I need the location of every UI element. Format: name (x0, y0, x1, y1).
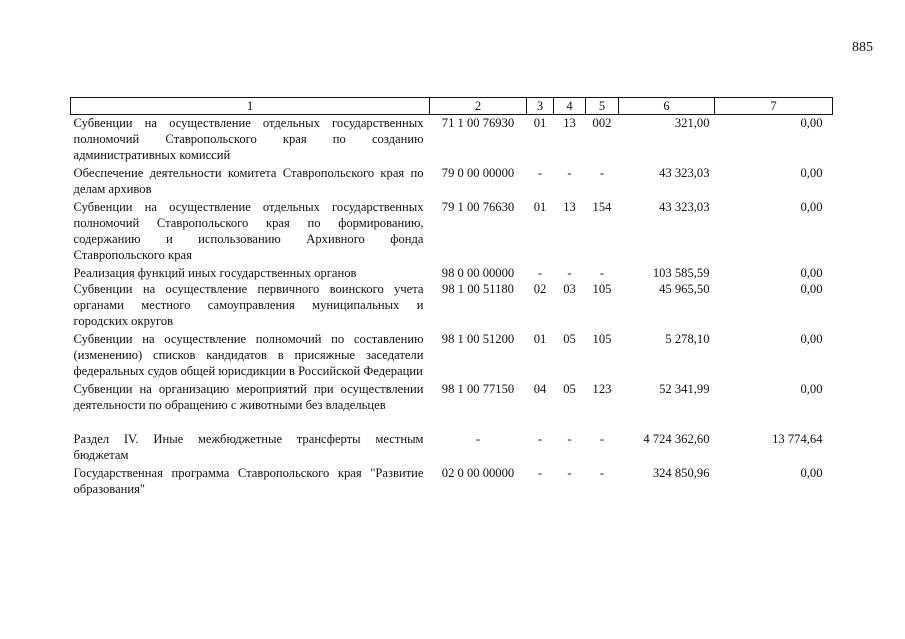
row-amount: 103 585,59 (652, 266, 710, 280)
row-subsection: - (567, 432, 572, 446)
row-amount-secondary: 0,00 (800, 382, 823, 396)
page-number: 885 (852, 40, 873, 55)
row-name: Реализация функций иных государственных органов (73, 266, 357, 280)
row-section: - (537, 466, 543, 480)
row-code: - (475, 432, 481, 446)
row-amount-secondary: 0,00 (800, 266, 823, 280)
row-amount-secondary: 0,00 (800, 116, 823, 130)
budget-table (70, 97, 833, 497)
row-administrator: 105 (592, 332, 612, 346)
spacer-cell (71, 413, 833, 431)
row-code: 98 1 00 51180 (442, 282, 514, 296)
header-cell: 1 (71, 98, 430, 115)
row-administrator: 154 (592, 200, 612, 214)
row-code: 02 0 00 00000 (441, 466, 515, 480)
row-section: 01 (533, 200, 547, 214)
row-code: 71 1 00 76930 (441, 116, 515, 130)
row-amount: 45 965,50 (659, 282, 710, 296)
row-amount-secondary: 0,00 (800, 200, 823, 214)
row-section: - (537, 432, 543, 446)
table-row (71, 331, 833, 381)
row-section: 01 (533, 332, 547, 346)
row-section: - (537, 166, 543, 180)
row-amount: 52 341,99 (659, 382, 710, 396)
header-row (71, 98, 833, 115)
row-subsection: - (567, 466, 572, 480)
row-administrator: - (599, 166, 605, 180)
row-amount-secondary: 0,00 (800, 466, 823, 480)
row-name: Субвенции на организацию мероприятий при осуществлении деятельности по обращению с животными без владельцев (73, 382, 424, 412)
header-cell: 6 (619, 98, 715, 115)
row-amount-secondary: 13 774,64 (772, 432, 823, 446)
table-row (71, 281, 833, 331)
row-administrator: 105 (592, 282, 612, 296)
row-amount: 43 323,03 (659, 200, 710, 214)
header-cell: 7 (715, 98, 833, 115)
row-code: 98 1 00 51200 (441, 332, 515, 346)
row-amount-secondary: 0,00 (800, 166, 823, 180)
row-name: Раздел IV. Иные межбюджетные трансферты местным бюджетам (73, 432, 424, 462)
row-code: 79 0 00 00000 (441, 166, 515, 180)
table-row (71, 431, 833, 465)
table-row (71, 115, 833, 166)
row-section: 02 (533, 282, 547, 296)
header-cell: 5 (586, 98, 619, 115)
table-row (71, 199, 833, 265)
row-amount: 4 724 362,60 (643, 432, 710, 446)
row-name: Государственная программа Ставропольского края "Развитие образования" (73, 466, 424, 496)
row-amount-secondary: 0,00 (800, 282, 823, 296)
row-name: Субвенции на осуществление первичного воинского учета органами местного самоуправления муниципальных и городских округов (73, 282, 424, 328)
table-row (71, 265, 833, 281)
row-subsection: 05 (563, 382, 576, 396)
row-code: 79 1 00 76630 (441, 200, 515, 214)
table-row (71, 165, 833, 199)
row-administrator: - (599, 466, 605, 480)
row-amount: 324 850,96 (652, 466, 710, 480)
row-section: 01 (533, 116, 547, 130)
row-amount: 5 278,10 (665, 332, 710, 346)
row-amount-secondary: 0,00 (800, 332, 823, 346)
row-administrator: - (599, 432, 605, 446)
row-administrator: 002 (592, 116, 612, 130)
row-administrator: - (599, 266, 605, 280)
row-amount: 43 323,03 (659, 166, 710, 180)
row-subsection: 13 (563, 200, 576, 214)
row-subsection: 03 (563, 282, 576, 296)
row-subsection: - (567, 166, 572, 180)
header-cell: 3 (527, 98, 554, 115)
row-name: Обеспечение деятельности комитета Ставропольского края по делам архивов (73, 166, 424, 196)
row-code: 98 1 00 77150 (441, 382, 515, 396)
table-row (71, 381, 833, 413)
row-section: 04 (533, 382, 547, 396)
row-subsection: 13 (563, 116, 576, 130)
row-code: 98 0 00 00000 (441, 266, 515, 280)
table-row (71, 465, 833, 497)
row-amount: 321,00 (674, 116, 710, 130)
row-section: - (537, 266, 543, 280)
row-subsection: 05 (563, 332, 576, 346)
header-cell: 2 (430, 98, 527, 115)
row-name: Субвенции на осуществление полномочий по составлению (изменению) списков кандидатов в присяжные заседатели федеральных судов общей юрисдикции в Российской Федерации (73, 332, 424, 378)
row-name: Субвенции на осуществление отдельных государственных полномочий Ставропольского края по созданию административных комиссий (73, 116, 424, 162)
row-administrator: 123 (592, 382, 612, 396)
header-cell: 4 (554, 98, 586, 115)
row-subsection: - (567, 266, 572, 280)
row-name: Субвенции на осуществление отдельных государственных полномочий Ставропольского края по формированию, содержанию и использованию Архивного фонда Ставропольского края (73, 200, 424, 262)
table-spacer (71, 413, 833, 431)
